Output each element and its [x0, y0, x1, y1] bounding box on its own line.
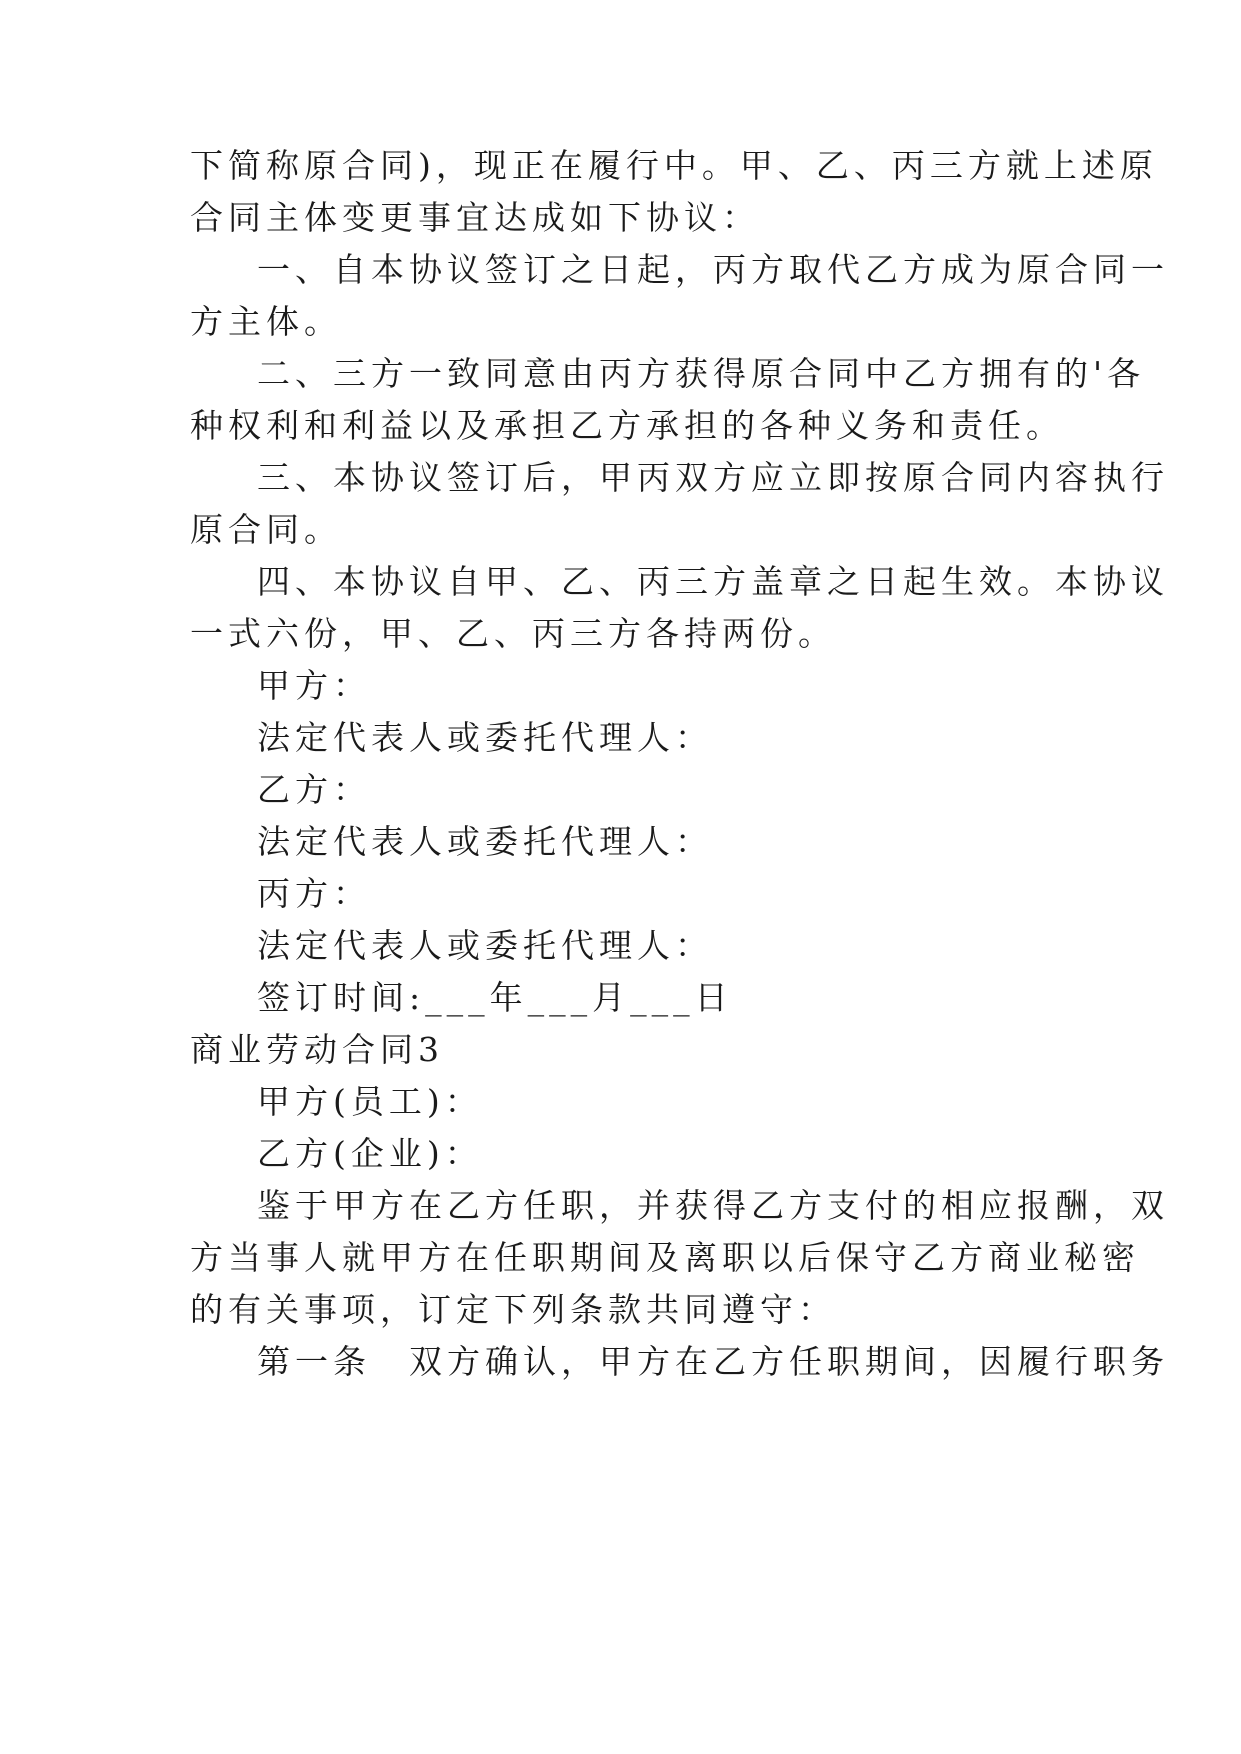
article-1-line: 第一条 双方确认，甲方在乙方任职期间，因履行职务: [257, 1342, 1169, 1381]
text-line: 的有关事项，订定下列条款共同遵守：: [190, 1290, 836, 1329]
clause-2-line: 二、三方一致同意由丙方获得原合同中乙方拥有的'各: [257, 354, 1146, 393]
clause-3-line: 三、本协议签订后，甲丙双方应立即按原合同内容执行: [257, 458, 1169, 497]
representative-label: 法定代表人或委托代理人：: [257, 718, 713, 757]
party-c-label: 丙方：: [257, 874, 371, 913]
text-line: 种权利和利益以及承担乙方承担的各种义务和责任。: [190, 406, 1064, 445]
clause-1-line: 一、自本协议签订之日起，丙方取代乙方成为原合同一: [257, 250, 1169, 289]
text-line: 方当事人就甲方在任职期间及离职以后保守乙方商业秘密: [190, 1238, 1140, 1277]
text-line: 一式六份，甲、乙、丙三方各持两份。: [190, 614, 836, 653]
preamble-line: 鉴于甲方在乙方任职，并获得乙方支付的相应报酬，双: [257, 1186, 1169, 1225]
representative-label: 法定代表人或委托代理人：: [257, 822, 713, 861]
party-a-employee-label: 甲方(员工)：: [257, 1082, 483, 1121]
text-line: 方主体。: [190, 302, 342, 341]
representative-label: 法定代表人或委托代理人：: [257, 926, 713, 965]
text-line: 合同主体变更事宜达成如下协议：: [190, 198, 760, 237]
text-line: 下简称原合同)，现正在履行中。甲、乙、丙三方就上述原: [190, 146, 1158, 185]
party-b-company-label: 乙方(企业)：: [257, 1134, 483, 1173]
party-a-label: 甲方：: [257, 666, 371, 705]
section-heading: 商业劳动合同3: [190, 1030, 444, 1069]
clause-4-line: 四、本协议自甲、乙、丙三方盖章之日起生效。本协议: [257, 562, 1169, 601]
party-b-label: 乙方：: [257, 770, 371, 809]
signing-date-label: 签订时间:___年___月___日: [257, 978, 733, 1017]
text-line: 原合同。: [190, 510, 342, 549]
